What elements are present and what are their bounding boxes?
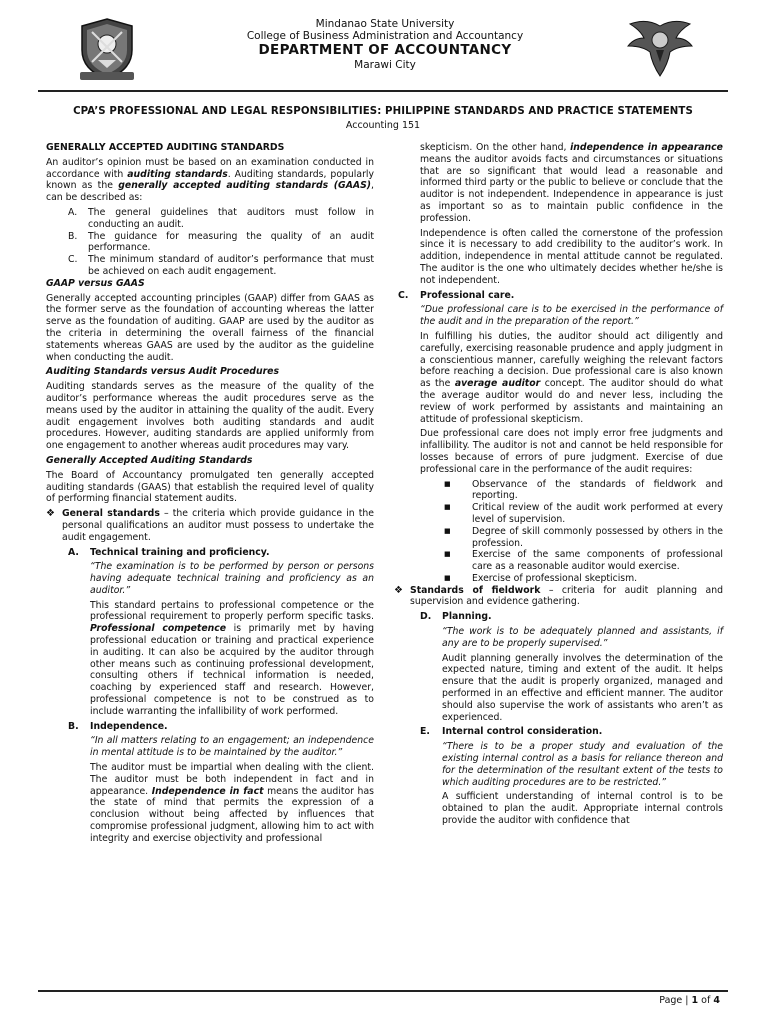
section-heading: Auditing Standards versus Audit Procedures bbox=[46, 366, 279, 378]
text: is primarily met by having professional education or training and practical experience in auditing. It can also be acquired by the auditor through other means such as continuing professional development, consulting others if technical information is needed, coaching by experienced staff and research. However, professional competence is not to be construed as to include warranting the infallibility of work performed. bbox=[90, 623, 374, 717]
university-name: Mindanao State University bbox=[315, 18, 455, 30]
document-title: CPA’S PROFESSIONAL AND LEGAL RESPONSIBILITIES: PHILIPPINE STANDARDS AND PRACTICE STATEMENTS bbox=[73, 106, 693, 117]
emphasis: average auditor bbox=[454, 378, 541, 390]
college-name: College of Business Administration and Accountancy bbox=[246, 30, 524, 42]
course-code: Accounting 151 bbox=[345, 120, 421, 131]
bullet-label: General standards bbox=[62, 508, 160, 520]
subsection-heading bbox=[68, 547, 374, 559]
diamond-bullet-icon: ❖ bbox=[394, 584, 403, 596]
paragraph: Generally accepted accounting principles (GAAP) differ from GAAS as the former serve as the foundation of accounting whereas the latter serve as the foundation of auditing. GAAP are used by the auditor as the criteria in determining the overall fairness of the financial statements whereas GAAS are used by the auditor as the guideline when conducting the audit. bbox=[46, 292, 374, 363]
list-item bbox=[46, 254, 374, 278]
square-bullet-icon: ■ bbox=[444, 503, 451, 512]
right-column bbox=[394, 142, 723, 830]
text: – the criteria which provide guidance in the personal qualifications an auditor must possess to undertake the audit engagement. bbox=[62, 508, 374, 543]
list-text: Exercise of professional skepticism. bbox=[472, 572, 638, 584]
paragraph: Auditing standards serves as the measure of the quality of the auditor’s performance whereas the audit procedures serve as the means used by the auditor in attaining the quality of the audit. Every audit engagement involves both auditing standards and audit procedures. However, auditing standards are applied uniformly from one engagement to another whereas audit procedures may vary. bbox=[46, 381, 374, 452]
requirements-list bbox=[440, 479, 723, 585]
text: . Auditing standards, popularly known as the bbox=[46, 168, 374, 192]
current-page: 1 bbox=[691, 995, 699, 1006]
list-text: The minimum standard of auditor’s performance that must be achieved on each audit engagement. bbox=[88, 254, 374, 277]
text: An auditor’s opinion must be based on an examination conducted in accordance with bbox=[46, 156, 374, 180]
list-marker: B. bbox=[68, 230, 78, 242]
department-name: DEPARTMENT OF ACCOUNTANCY bbox=[258, 42, 512, 58]
list-text: Exercise of the same components of professional care as a reasonable auditor would exercise. bbox=[472, 549, 723, 573]
standard-quote: “The examination is to be performed by person or persons having adequate technical training and proficiency as an auditor.” bbox=[90, 561, 374, 596]
total-pages: 4 bbox=[713, 995, 720, 1006]
diamond-bullet-item bbox=[394, 585, 723, 609]
text: – criteria for audit planning and supervision and evidence gathering. bbox=[410, 584, 723, 608]
paragraph: Independence is often called the cornerstone of the profession since it is necessary to add credibility to the auditor’s work. In addition, independence in mental attitude cannot be regulated. The auditor is the one who ultimately decides whether he/she is not independent. bbox=[420, 227, 723, 286]
paragraph: A sufficient understanding of internal control is to be obtained to plan the audit. Appropriate internal controls provide the auditor with confidence that bbox=[442, 791, 723, 827]
standard-quote: “The work is to be adequately planned and assistants, if any are to be properly supervised.” bbox=[442, 626, 723, 649]
text: This standard pertains to professional competence or the professional requirement to properly perform specific tasks. bbox=[90, 599, 374, 623]
standard-quote: “There is to be a proper study and evaluation of the existing internal control as a basis for reliance thereon and for the determination of the resultant extent of the tests to which auditing procedures are to be restricted.” bbox=[442, 741, 723, 788]
subsection-title: Internal control consideration. bbox=[442, 726, 603, 738]
subsection-heading bbox=[420, 726, 723, 738]
subsection-heading bbox=[420, 611, 723, 623]
text: The auditor must be impartial when dealing with the client. The auditor must be both independent in fact and in appearance. bbox=[90, 762, 374, 797]
paragraph bbox=[46, 157, 374, 204]
subsection-heading bbox=[398, 290, 723, 302]
paragraph bbox=[90, 600, 374, 718]
paragraph: Due professional care does not imply error free judgments and infallibility. The auditor is not and cannot be held responsible for losses because of errors of pure judgment. Exercise of due professional care in the performance of the audit requires: bbox=[420, 428, 723, 475]
list-item bbox=[46, 207, 374, 231]
list-item bbox=[440, 526, 723, 550]
subsection-marker: C. bbox=[398, 289, 409, 301]
list-text: Observance of the standards of fieldwork and reporting. bbox=[472, 478, 723, 502]
emphasis: auditing standards bbox=[127, 168, 228, 180]
text: In fulfilling his duties, the auditor should act diligently and carefully, exercising reasonable prudence and apply judgment in a conscientious manner, carefully weighing the relevant factors before reaching a decision. Due professional care is also known as the bbox=[420, 330, 723, 390]
subsection-title: Independence. bbox=[90, 720, 168, 732]
left-column bbox=[46, 142, 374, 848]
list-item bbox=[440, 479, 723, 503]
standard-quote: “Due professional care is to be exercised in the performance of the audit and in the preparation of the report.” bbox=[420, 304, 723, 328]
subsection-title: Planning. bbox=[442, 611, 492, 623]
text: skepticism. On the other hand, bbox=[420, 142, 571, 153]
square-bullet-icon: ■ bbox=[444, 526, 451, 535]
text: means the auditor has the state of mind that permits the expression of a conclusion without being affected by influences that compromise professional judgment, allowing him to act with integrity and exercise objectivity and professional bbox=[90, 785, 374, 844]
list-text: Degree of skill commonly possessed by others in the profession. bbox=[472, 525, 723, 549]
subsection-marker: B. bbox=[68, 720, 79, 732]
text: , can be described as: bbox=[46, 180, 374, 204]
eagle-emblem-icon bbox=[626, 16, 694, 80]
city-name: Marawi City bbox=[354, 59, 416, 71]
list-text: Critical review of the audit work performed at every level of supervision. bbox=[472, 502, 723, 525]
section-heading: GENERALLY ACCEPTED AUDITING STANDARDS bbox=[46, 142, 285, 153]
list-text: The general guidelines that auditors must follow in conducting an audit. bbox=[88, 206, 374, 230]
of-label: of bbox=[701, 995, 711, 1006]
square-bullet-icon: ■ bbox=[444, 479, 451, 488]
definition-list bbox=[46, 207, 374, 278]
paragraph: The Board of Accountancy promulgated ten generally accepted auditing standards (GAAS) that establish the required level of quality of performing financial statement audits. bbox=[46, 469, 374, 505]
paragraph bbox=[90, 762, 374, 845]
msu-seal-icon bbox=[76, 16, 138, 82]
subsection-title: Technical training and proficiency. bbox=[90, 546, 270, 558]
standard-quote: “In all matters relating to an engagement; an independence in mental attitude is to be maintained by the auditor.” bbox=[90, 735, 374, 759]
diamond-bullet-icon: ❖ bbox=[46, 508, 55, 520]
footer-rule bbox=[38, 990, 728, 992]
text: means the auditor avoids facts and circumstances or situations that are so significant that would lead a reasonable and informed third party or the public to believe or conclude that the auditor is not independent. Independence in appearance is just as important so as to maintain public confidence in the profession. bbox=[420, 153, 723, 224]
emphasis: independence in appearance bbox=[570, 142, 723, 153]
section-heading: Generally Accepted Auditing Standards bbox=[46, 454, 253, 466]
square-bullet-icon: ■ bbox=[444, 550, 451, 559]
emphasis: Professional competence bbox=[90, 623, 227, 635]
square-bullet-icon: ■ bbox=[444, 573, 451, 582]
list-item bbox=[440, 502, 723, 526]
subsection-marker: A. bbox=[68, 546, 79, 558]
list-item bbox=[440, 549, 723, 573]
list-item bbox=[46, 231, 374, 255]
subsection-marker: E. bbox=[420, 726, 430, 738]
letterhead bbox=[180, 18, 590, 71]
paragraph: Audit planning generally involves the determination of the expected nature, timing and extent of the audit. It helps ensure that the audit is properly organized, managed and performed in an effective and efficient manner. The auditor should also supervise the work of assistants who aren’t as experienced. bbox=[442, 652, 723, 723]
subsection-marker: D. bbox=[420, 611, 432, 623]
text: concept. The auditor should do what the average auditor would do and never less, including the review of work performed by assistants and maintaining an attitude of professional skepticism. bbox=[420, 378, 723, 425]
emphasis: generally accepted auditing standards (GAAS) bbox=[118, 180, 372, 192]
list-item bbox=[440, 573, 723, 585]
paragraph bbox=[420, 331, 723, 425]
subsection-heading bbox=[68, 721, 374, 733]
list-marker: C. bbox=[68, 254, 78, 266]
diamond-bullet-item bbox=[46, 508, 374, 543]
page-number: Page | 1 of 4 bbox=[659, 995, 720, 1006]
subsection-title: Professional care. bbox=[420, 289, 515, 301]
list-marker: A. bbox=[68, 206, 78, 218]
paragraph bbox=[420, 142, 723, 225]
page-label: Page bbox=[659, 995, 683, 1006]
header-rule bbox=[38, 90, 728, 92]
list-text: The guidance for measuring the quality of an audit performance. bbox=[88, 230, 374, 254]
bullet-label: Standards of fieldwork bbox=[410, 584, 541, 596]
section-heading: GAAP versus GAAS bbox=[46, 277, 145, 289]
emphasis: Independence in fact bbox=[151, 785, 264, 797]
